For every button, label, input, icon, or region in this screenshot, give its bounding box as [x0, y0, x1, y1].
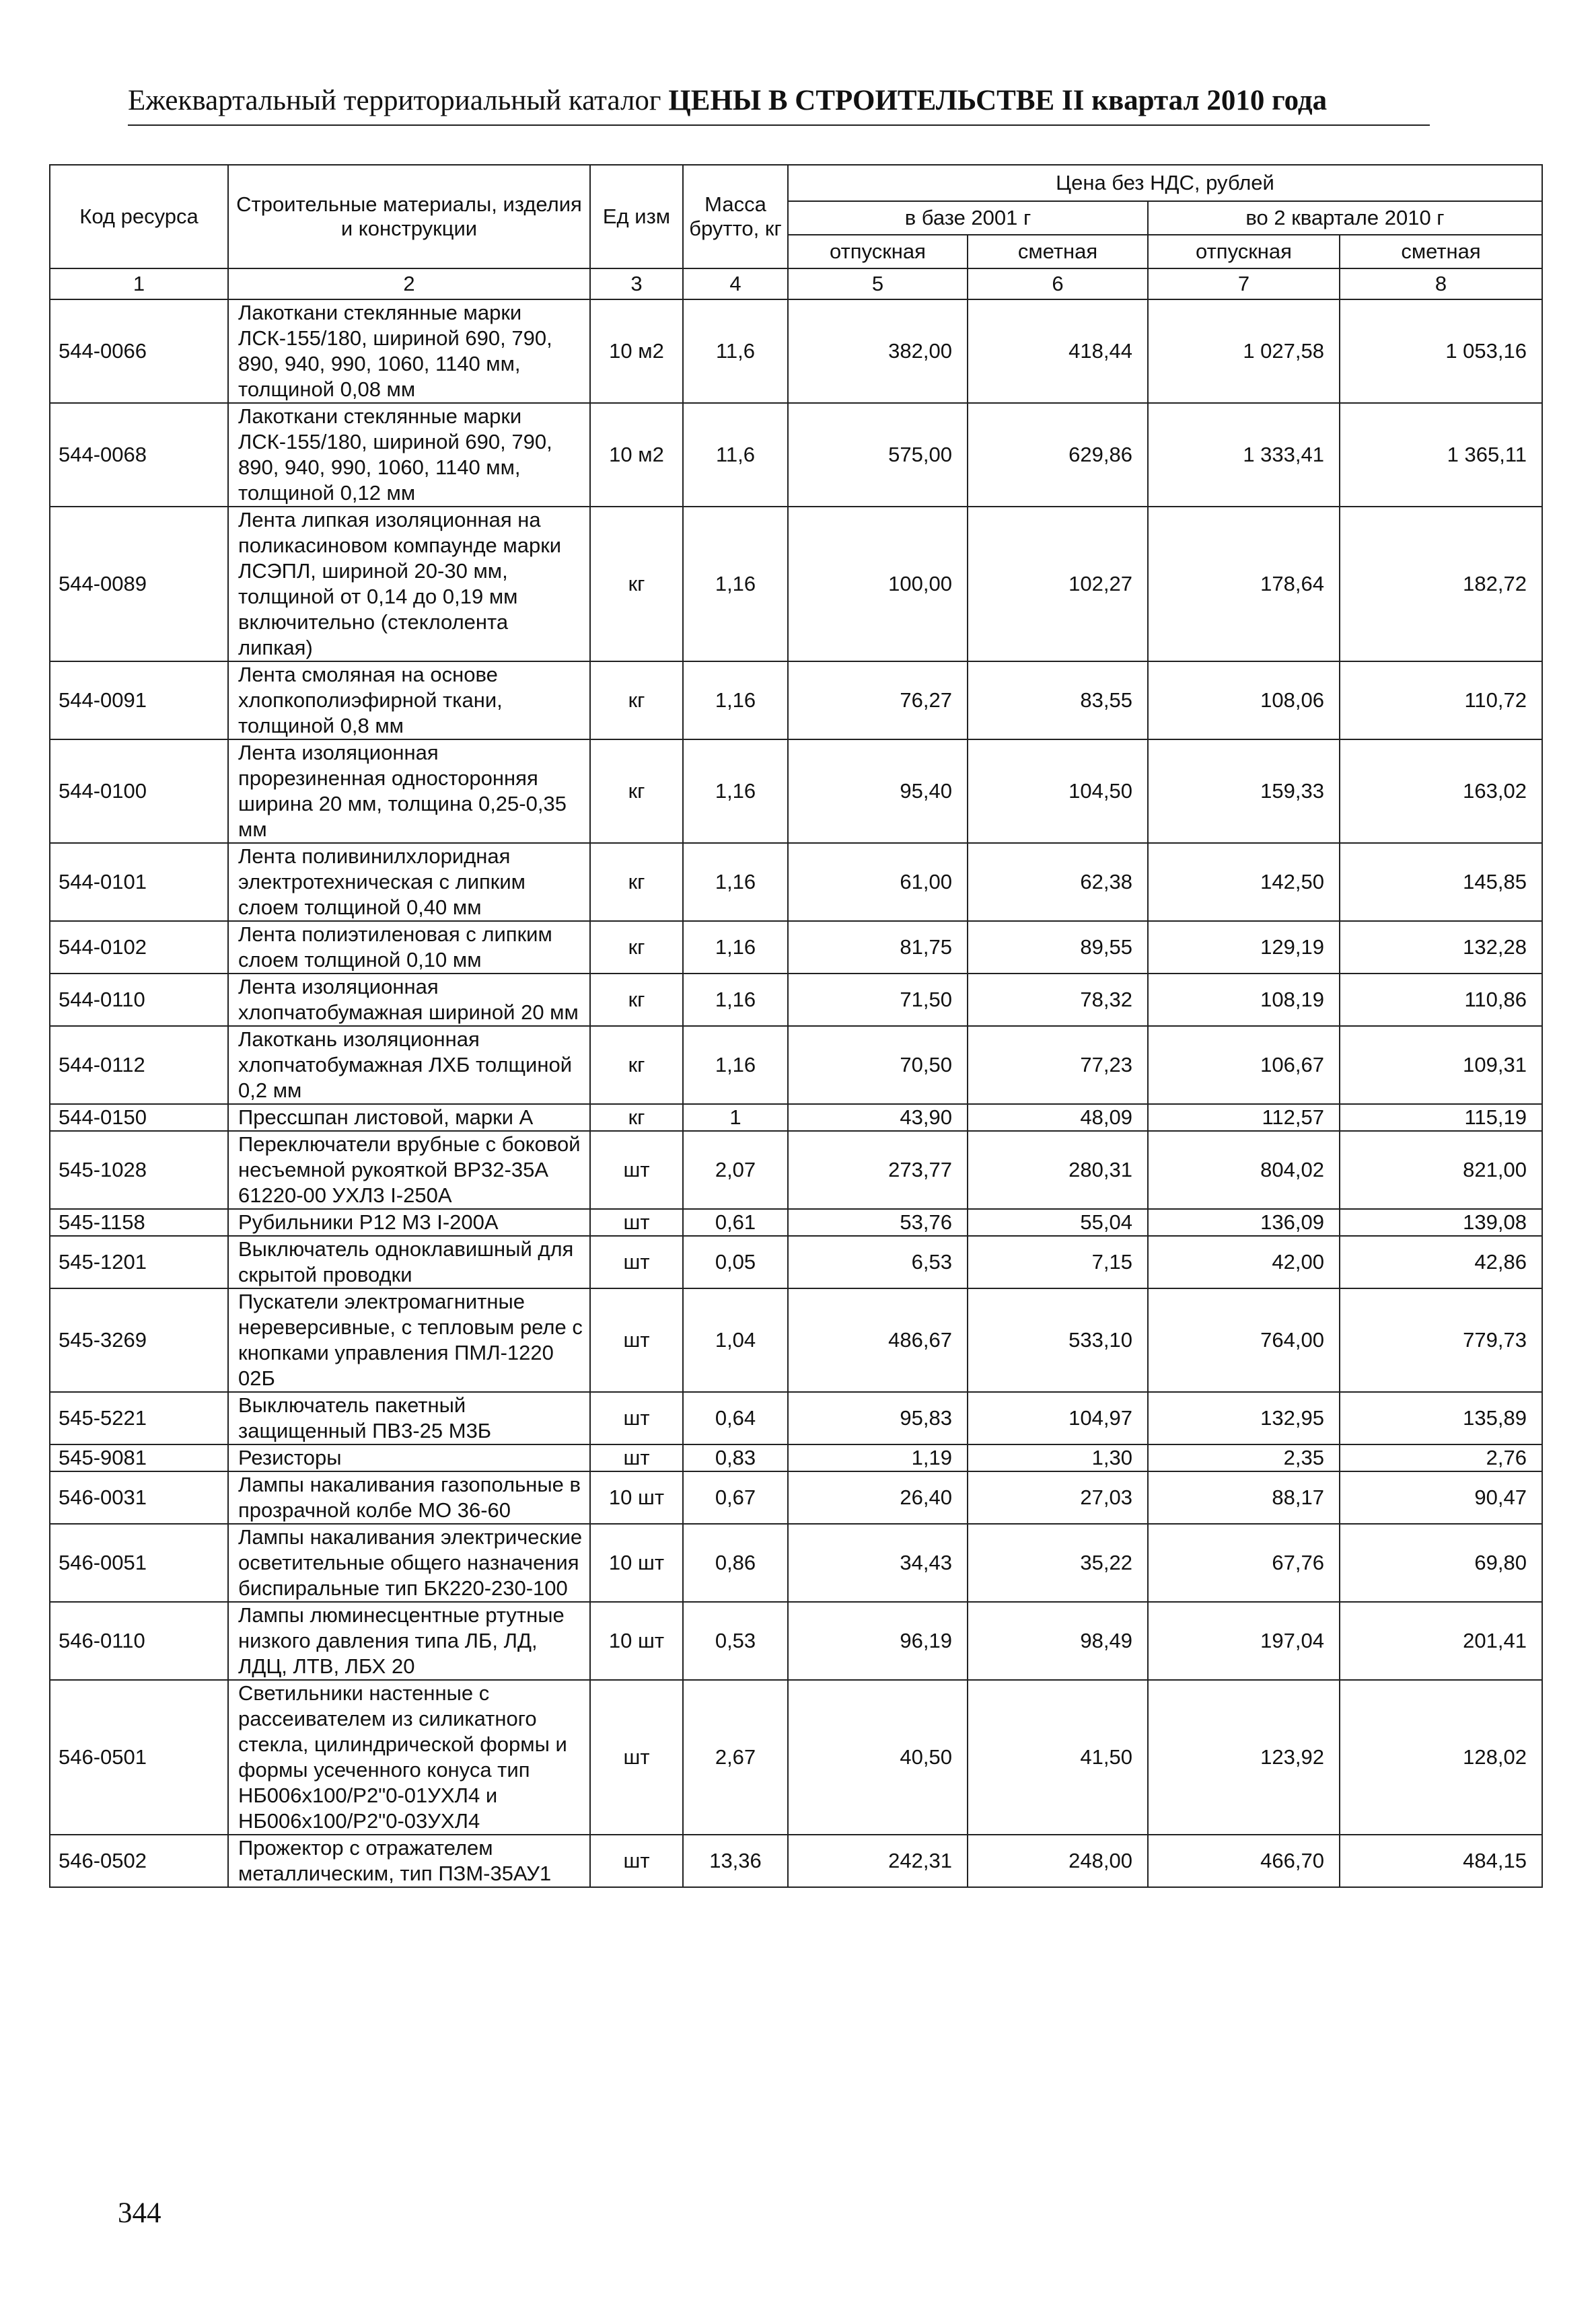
base-sale-price-cell: 242,31 [788, 1835, 968, 1887]
base-sale-price-cell: 575,00 [788, 403, 968, 507]
unit-cell: кг [590, 661, 683, 739]
material-name-cell: Выключатель одноклавишный для скрытой проводки [228, 1236, 590, 1288]
base-estimate-price-cell: 533,10 [968, 1288, 1148, 1392]
unit-cell: шт [590, 1209, 683, 1236]
base-estimate-price-cell: 102,27 [968, 507, 1148, 661]
base-estimate-price-cell: 7,15 [968, 1236, 1148, 1288]
current-sale-price-cell: 106,67 [1148, 1026, 1340, 1104]
base-sale-price-cell: 71,50 [788, 974, 968, 1026]
resource-code-cell: 545-3269 [50, 1288, 228, 1392]
current-sale-price-cell: 804,02 [1148, 1131, 1340, 1209]
base-estimate-price-cell: 104,50 [968, 739, 1148, 843]
material-name-cell: Резисторы [228, 1444, 590, 1471]
current-sale-price-cell: 764,00 [1148, 1288, 1340, 1392]
gross-mass-cell: 0,83 [683, 1444, 788, 1471]
current-sale-price-cell: 88,17 [1148, 1471, 1340, 1524]
current-estimate-price-cell: 182,72 [1340, 507, 1542, 661]
current-estimate-price-cell: 201,41 [1340, 1602, 1542, 1680]
resource-code-cell: 545-9081 [50, 1444, 228, 1471]
table-row [50, 739, 1542, 843]
current-sale-price-cell: 159,33 [1148, 739, 1340, 843]
resource-code-cell: 545-1028 [50, 1131, 228, 1209]
resource-code-cell: 544-0091 [50, 661, 228, 739]
current-estimate-price-cell: 115,19 [1340, 1104, 1542, 1131]
material-name-cell: Лакоткани стеклянные марки ЛСК-155/180, шириной 690, 790, 890, 940, 990, 1060, 1140 мм, толщиной 0,08 мм [228, 299, 590, 403]
base-sale-price-cell: 382,00 [788, 299, 968, 403]
unit-cell: шт [590, 1236, 683, 1288]
column-number: 7 [1148, 268, 1340, 299]
resource-code-cell: 546-0031 [50, 1471, 228, 1524]
unit-cell: шт [590, 1680, 683, 1835]
current-estimate-price-cell: 2,76 [1340, 1444, 1542, 1471]
base-sale-price-cell: 81,75 [788, 921, 968, 974]
base-sale-price-cell: 70,50 [788, 1026, 968, 1104]
current-estimate-price-cell: 1 365,11 [1340, 403, 1542, 507]
material-name-cell: Прожектор с отражателем металлическим, тип ПЗМ-35АУ1 [228, 1835, 590, 1887]
current-sale-price-cell: 142,50 [1148, 843, 1340, 921]
price-table [49, 164, 1543, 1888]
header-cur-sale: отпускная [1148, 235, 1340, 268]
current-sale-price-cell: 178,64 [1148, 507, 1340, 661]
gross-mass-cell: 1,16 [683, 843, 788, 921]
gross-mass-cell: 0,61 [683, 1209, 788, 1236]
base-estimate-price-cell: 55,04 [968, 1209, 1148, 1236]
table-row [50, 921, 1542, 974]
table-row [50, 1392, 1542, 1444]
gross-mass-cell: 1,16 [683, 974, 788, 1026]
table-row [50, 1288, 1542, 1392]
table-body [50, 299, 1542, 1887]
current-estimate-price-cell: 110,86 [1340, 974, 1542, 1026]
header-prefix: Ежеквартальный территориальный каталог [128, 85, 661, 116]
unit-cell: 10 шт [590, 1602, 683, 1680]
base-estimate-price-cell: 78,32 [968, 974, 1148, 1026]
header-price: Цена без НДС, рублей [788, 165, 1542, 201]
header-divider [128, 124, 1430, 126]
unit-cell: шт [590, 1392, 683, 1444]
unit-cell: кг [590, 1104, 683, 1131]
current-sale-price-cell: 1 333,41 [1148, 403, 1340, 507]
resource-code-cell: 544-0110 [50, 974, 228, 1026]
base-sale-price-cell: 95,40 [788, 739, 968, 843]
column-number: 5 [788, 268, 968, 299]
current-estimate-price-cell: 821,00 [1340, 1131, 1542, 1209]
material-name-cell: Лампы люминесцентные ртутные низкого давления типа ЛБ, ЛД, ЛДЦ, ЛТВ, ЛБХ 20 [228, 1602, 590, 1680]
resource-code-cell: 544-0112 [50, 1026, 228, 1104]
resource-code-cell: 546-0051 [50, 1524, 228, 1602]
gross-mass-cell: 11,6 [683, 403, 788, 507]
current-estimate-price-cell: 42,86 [1340, 1236, 1542, 1288]
resource-code-cell: 544-0101 [50, 843, 228, 921]
page-header [128, 84, 1426, 117]
material-name-cell: Лента полиэтиленовая с липким слоем толщиной 0,10 мм [228, 921, 590, 974]
gross-mass-cell: 13,36 [683, 1835, 788, 1887]
current-estimate-price-cell: 163,02 [1340, 739, 1542, 843]
material-name-cell: Переключатели врубные с боковой несъемной рукояткой ВР32-35А 61220-00 УХЛ3 I-250А [228, 1131, 590, 1209]
base-sale-price-cell: 95,83 [788, 1392, 968, 1444]
base-estimate-price-cell: 77,23 [968, 1026, 1148, 1104]
base-sale-price-cell: 61,00 [788, 843, 968, 921]
unit-cell: кг [590, 843, 683, 921]
gross-mass-cell: 1,16 [683, 661, 788, 739]
unit-cell: кг [590, 974, 683, 1026]
current-estimate-price-cell: 1 053,16 [1340, 299, 1542, 403]
current-sale-price-cell: 67,76 [1148, 1524, 1340, 1602]
table-row [50, 974, 1542, 1026]
base-sale-price-cell: 34,43 [788, 1524, 968, 1602]
current-sale-price-cell: 123,92 [1148, 1680, 1340, 1835]
base-estimate-price-cell: 1,30 [968, 1444, 1148, 1471]
unit-cell: 10 м2 [590, 403, 683, 507]
gross-mass-cell: 2,67 [683, 1680, 788, 1835]
current-estimate-price-cell: 69,80 [1340, 1524, 1542, 1602]
current-estimate-price-cell: 132,28 [1340, 921, 1542, 974]
current-sale-price-cell: 136,09 [1148, 1209, 1340, 1236]
base-sale-price-cell: 26,40 [788, 1471, 968, 1524]
base-sale-price-cell: 43,90 [788, 1104, 968, 1131]
resource-code-cell: 544-0089 [50, 507, 228, 661]
material-name-cell: Лакоткани стеклянные марки ЛСК-155/180, шириной 690, 790, 890, 940, 990, 1060, 1140 мм, толщиной 0,12 мм [228, 403, 590, 507]
base-sale-price-cell: 76,27 [788, 661, 968, 739]
material-name-cell: Лампы накаливания электрические осветительные общего назначения биспиральные тип БК220-230-100 [228, 1524, 590, 1602]
table-row [50, 1104, 1542, 1131]
base-estimate-price-cell: 41,50 [968, 1680, 1148, 1835]
current-sale-price-cell: 132,95 [1148, 1392, 1340, 1444]
gross-mass-cell: 11,6 [683, 299, 788, 403]
header-base-sale: отпускная [788, 235, 968, 268]
page-number: 344 [118, 2197, 161, 2229]
table-row [50, 843, 1542, 921]
current-estimate-price-cell: 484,15 [1340, 1835, 1542, 1887]
base-estimate-price-cell: 35,22 [968, 1524, 1148, 1602]
base-sale-price-cell: 53,76 [788, 1209, 968, 1236]
gross-mass-cell: 0,64 [683, 1392, 788, 1444]
header-title: ЦЕНЫ В СТРОИТЕЛЬСТВЕ II квартал 2010 года [668, 85, 1328, 116]
resource-code-cell: 545-5221 [50, 1392, 228, 1444]
current-sale-price-cell: 108,19 [1148, 974, 1340, 1026]
column-number: 1 [50, 268, 228, 299]
base-estimate-price-cell: 48,09 [968, 1104, 1148, 1131]
current-sale-price-cell: 1 027,58 [1148, 299, 1340, 403]
header-base-2001: в базе 2001 г [788, 201, 1148, 235]
material-name-cell: Лента изоляционная прорезиненная односторонняя ширина 20 мм, толщина 0,25-0,35 мм [228, 739, 590, 843]
base-estimate-price-cell: 27,03 [968, 1471, 1148, 1524]
base-estimate-price-cell: 104,97 [968, 1392, 1148, 1444]
material-name-cell: Лампы накаливания газопольные в прозрачной колбе МО 36-60 [228, 1471, 590, 1524]
table-row [50, 1680, 1542, 1835]
current-estimate-price-cell: 139,08 [1340, 1209, 1542, 1236]
resource-code-cell: 544-0066 [50, 299, 228, 403]
base-estimate-price-cell: 248,00 [968, 1835, 1148, 1887]
material-name-cell: Лента поливинилхлоридная электротехническая с липким слоем толщиной 0,40 мм [228, 843, 590, 921]
column-number: 4 [683, 268, 788, 299]
resource-code-cell: 544-0150 [50, 1104, 228, 1131]
base-sale-price-cell: 100,00 [788, 507, 968, 661]
resource-code-cell: 544-0102 [50, 921, 228, 974]
unit-cell: кг [590, 921, 683, 974]
column-number: 2 [228, 268, 590, 299]
current-sale-price-cell: 42,00 [1148, 1236, 1340, 1288]
base-sale-price-cell: 96,19 [788, 1602, 968, 1680]
resource-code-cell: 546-0501 [50, 1680, 228, 1835]
current-estimate-price-cell: 110,72 [1340, 661, 1542, 739]
table-row [50, 1471, 1542, 1524]
gross-mass-cell: 1,16 [683, 739, 788, 843]
table-row [50, 1209, 1542, 1236]
unit-cell: 10 шт [590, 1471, 683, 1524]
current-sale-price-cell: 197,04 [1148, 1602, 1340, 1680]
current-sale-price-cell: 466,70 [1148, 1835, 1340, 1887]
base-estimate-price-cell: 98,49 [968, 1602, 1148, 1680]
base-sale-price-cell: 40,50 [788, 1680, 968, 1835]
unit-cell: кг [590, 739, 683, 843]
current-sale-price-cell: 129,19 [1148, 921, 1340, 974]
column-number: 8 [1340, 268, 1542, 299]
gross-mass-cell: 2,07 [683, 1131, 788, 1209]
material-name-cell: Светильники настенные с рассеивателем из силикатного стекла, цилиндрической формы и формы усеченного конуса тип НБ006х100/Р2"0-01УХЛ4 и НБ006х100/Р2"0-03УХЛ4 [228, 1680, 590, 1835]
table-row [50, 1026, 1542, 1104]
resource-code-cell: 545-1158 [50, 1209, 228, 1236]
header-base-estimate: сметная [968, 235, 1148, 268]
unit-cell: шт [590, 1835, 683, 1887]
material-name-cell: Прессшпан листовой, марки А [228, 1104, 590, 1131]
gross-mass-cell: 1 [683, 1104, 788, 1131]
unit-cell: 10 м2 [590, 299, 683, 403]
current-estimate-price-cell: 128,02 [1340, 1680, 1542, 1835]
current-sale-price-cell: 2,35 [1148, 1444, 1340, 1471]
material-name-cell: Лакоткань изоляционная хлопчатобумажная ЛХБ толщиной 0,2 мм [228, 1026, 590, 1104]
base-estimate-price-cell: 89,55 [968, 921, 1148, 974]
unit-cell: шт [590, 1444, 683, 1471]
table-row [50, 1835, 1542, 1887]
unit-cell: шт [590, 1131, 683, 1209]
header-q2-2010: во 2 квартале 2010 г [1148, 201, 1542, 235]
unit-cell: кг [590, 1026, 683, 1104]
header-unit: Ед изм [590, 165, 683, 268]
gross-mass-cell: 1,04 [683, 1288, 788, 1392]
unit-cell: шт [590, 1288, 683, 1392]
material-name-cell: Лента смоляная на основе хлопкополиэфирной ткани, толщиной 0,8 мм [228, 661, 590, 739]
material-name-cell: Рубильники Р12 М3 I-200А [228, 1209, 590, 1236]
column-number: 3 [590, 268, 683, 299]
base-sale-price-cell: 486,67 [788, 1288, 968, 1392]
table-row [50, 661, 1542, 739]
header-code: Код ресурса [50, 165, 228, 268]
material-name-cell: Выключатель пакетный защищенный ПВ3-25 М3Б [228, 1392, 590, 1444]
gross-mass-cell: 1,16 [683, 921, 788, 974]
resource-code-cell: 546-0110 [50, 1602, 228, 1680]
current-sale-price-cell: 112,57 [1148, 1104, 1340, 1131]
base-estimate-price-cell: 629,86 [968, 403, 1148, 507]
base-estimate-price-cell: 418,44 [968, 299, 1148, 403]
base-estimate-price-cell: 62,38 [968, 843, 1148, 921]
table-row [50, 1444, 1542, 1471]
resource-code-cell: 544-0068 [50, 403, 228, 507]
gross-mass-cell: 0,05 [683, 1236, 788, 1288]
current-estimate-price-cell: 109,31 [1340, 1026, 1542, 1104]
current-estimate-price-cell: 779,73 [1340, 1288, 1542, 1392]
gross-mass-cell: 0,53 [683, 1602, 788, 1680]
resource-code-cell: 545-1201 [50, 1236, 228, 1288]
base-estimate-price-cell: 280,31 [968, 1131, 1148, 1209]
gross-mass-cell: 0,86 [683, 1524, 788, 1602]
gross-mass-cell: 1,16 [683, 507, 788, 661]
table-row [50, 1524, 1542, 1602]
table-row [50, 1602, 1542, 1680]
unit-cell: 10 шт [590, 1524, 683, 1602]
table-row [50, 403, 1542, 507]
gross-mass-cell: 0,67 [683, 1471, 788, 1524]
material-name-cell: Лента липкая изоляционная на поликасиновом компаунде марки ЛСЭПЛ, шириной 20-30 мм, толщиной от 0,14 до 0,19 мм включительно (стеклолента липкая) [228, 507, 590, 661]
table-row [50, 1131, 1542, 1209]
table-row [50, 507, 1542, 661]
header-name: Строительные материалы, изделия и конструкции [228, 165, 590, 268]
material-name-cell: Пускатели электромагнитные нереверсивные, с тепловым реле с кнопками управления ПМЛ-1220 02Б [228, 1288, 590, 1392]
base-sale-price-cell: 273,77 [788, 1131, 968, 1209]
base-sale-price-cell: 1,19 [788, 1444, 968, 1471]
current-sale-price-cell: 108,06 [1148, 661, 1340, 739]
material-name-cell: Лента изоляционная хлопчатобумажная шириной 20 мм [228, 974, 590, 1026]
unit-cell: кг [590, 507, 683, 661]
resource-code-cell: 546-0502 [50, 1835, 228, 1887]
base-sale-price-cell: 6,53 [788, 1236, 968, 1288]
current-estimate-price-cell: 135,89 [1340, 1392, 1542, 1444]
column-number: 6 [968, 268, 1148, 299]
table-row [50, 1236, 1542, 1288]
resource-code-cell: 544-0100 [50, 739, 228, 843]
table-row [50, 299, 1542, 403]
header-mass: Масса брутто, кг [683, 165, 788, 268]
header-cur-estimate: сметная [1340, 235, 1542, 268]
current-estimate-price-cell: 90,47 [1340, 1471, 1542, 1524]
current-estimate-price-cell: 145,85 [1340, 843, 1542, 921]
base-estimate-price-cell: 83,55 [968, 661, 1148, 739]
gross-mass-cell: 1,16 [683, 1026, 788, 1104]
